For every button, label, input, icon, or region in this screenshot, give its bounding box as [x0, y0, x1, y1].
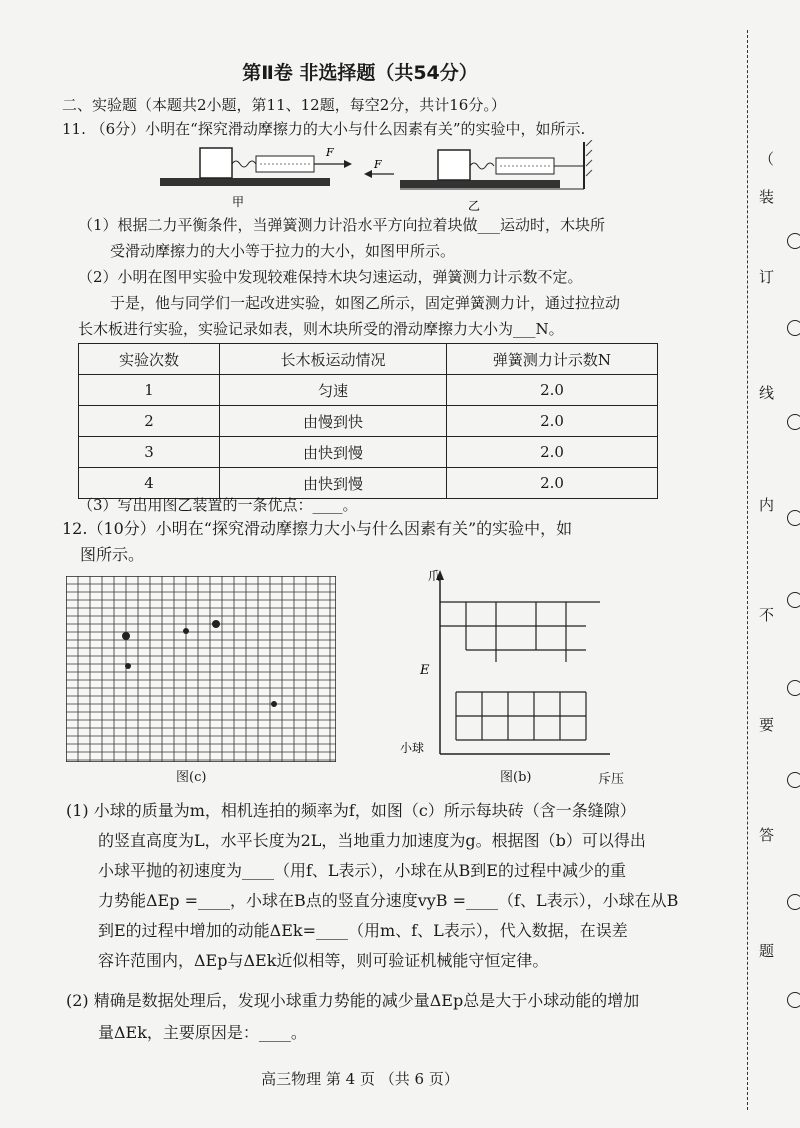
table-cell: 2.0 [447, 375, 658, 406]
binding-char: （ [759, 150, 775, 168]
q12-part2-line1: (2) 精确是数据处理后，发现小球重力势能的减少量ΔEp总是大于小球动能的增加 [66, 991, 640, 1010]
figure-yi [364, 140, 592, 212]
figure-c-brick-wall [66, 576, 336, 762]
q12-intro-line1: 12.（10分）小明在“探究滑动摩擦力大小与什么因素有关”的实验中，如 [62, 519, 573, 538]
binding-hole-circle [787, 233, 800, 249]
q12-part1-line5: 到E的过程中增加的动能ΔEk=____（用m、f、L表示），代入数据，在误差 [98, 921, 628, 940]
force-label-jia: F [326, 146, 334, 159]
table-cell: 由慢到快 [220, 406, 447, 437]
fig-b-mid-label: E [420, 663, 430, 678]
binding-char: 不 [759, 606, 775, 624]
q12-part1-line4: 力势能ΔEp =____，小球在B点的竖直分速度vyB =____（f、L表示），小球在从B [98, 891, 679, 910]
binding-char: 装 [759, 188, 775, 206]
q12-part1-line3: 小球平抛的初速度为____（用f、L表示），小球在从B到E的过程中减少的重 [98, 861, 626, 880]
table-row [79, 375, 658, 406]
binding-hole-circle [787, 414, 800, 430]
binding-hole-circle [787, 894, 800, 910]
q11-intro: 11. （6分）小明在“探究滑动摩擦力的大小与什么因素有关”的实验中，如所示. [62, 120, 586, 138]
binding-hole-circle [787, 592, 800, 608]
table-header-cell: 弹簧测力计示数N [447, 344, 658, 375]
table-cell: 2 [79, 406, 220, 437]
table-header-row [79, 344, 658, 375]
figure-c-caption: 图(c) [176, 770, 207, 785]
binding-hole-circle [787, 320, 800, 336]
ball-trace [122, 632, 130, 640]
binding-char: 订 [759, 268, 775, 286]
figure-b-grid [396, 566, 646, 766]
section-heading: 二、实验题（本题共2小题，第11、12题，每空2分，共计16分。） [62, 96, 506, 114]
binding-dashed-line [747, 30, 748, 1110]
q11-part2-line3: 长木板进行实验，实验记录如表，则木块所受的滑动摩擦力大小为___N。 [78, 320, 564, 338]
force-label-yi: F [374, 158, 382, 171]
binding-hole-circle [787, 772, 800, 788]
table-row [79, 437, 658, 468]
fig-label-jia: 甲 [232, 195, 245, 209]
binding-char: 答 [759, 826, 775, 844]
binding-char: 题 [759, 942, 775, 960]
wood-block-yi [438, 150, 470, 180]
table-cell: 由快到慢 [220, 468, 447, 499]
figure-b-caption: 图(b) [500, 770, 532, 785]
table-header-cell: 实验次数 [79, 344, 220, 375]
binding-char: 要 [759, 716, 775, 734]
table-cell: 2.0 [447, 406, 658, 437]
q12-part2-line2: 量ΔEk，主要原因是：____。 [98, 1023, 307, 1042]
table-cell: 1 [79, 375, 220, 406]
q11-part3: （3）写出用图乙装置的一条优点：____。 [78, 496, 358, 514]
experiment-table [78, 343, 658, 499]
q12-part1-line1: (1) 小球的质量为m，相机连拍的频率为f，如图（c）所示每块砖（含一条缝隙） [66, 801, 636, 820]
table-header-cell: 长木板运动情况 [220, 344, 447, 375]
binding-hole-circle [787, 510, 800, 526]
table-cell: 匀速 [220, 375, 447, 406]
q11-part1-line2: 受滑动摩擦力的大小等于拉力的大小，如图甲所示。 [110, 242, 456, 260]
q12-intro-line2: 图所示。 [80, 545, 145, 564]
table-cell: 2.0 [447, 468, 658, 499]
table-cell: 3 [79, 437, 220, 468]
fig-b-top-label: 爪 [428, 569, 441, 583]
ball-trace [212, 620, 220, 628]
ball-trace [183, 628, 189, 634]
table-row [79, 406, 658, 437]
binding-margin [739, 30, 799, 1110]
q11-part2-line1: （2）小明在图甲实验中发现较难保持木块匀速运动，弹簧测力计示数不定。 [78, 268, 583, 286]
fig-b-bottom-label: 小球 [400, 741, 425, 755]
ball-trace [271, 701, 277, 707]
figure-b-side-label: 斥压 [598, 772, 625, 787]
q11-part2-line2: 于是，他与同学们一起改进实验，如图乙所示，固定弹簧测力计，通过拉拉动 [110, 294, 621, 312]
binding-hole-circle [787, 680, 800, 696]
table-cell: 由快到慢 [220, 437, 447, 468]
table-cell: 2.0 [447, 437, 658, 468]
wood-block-jia [200, 148, 232, 178]
q12-part1-line6: 容许范围内，ΔEp与ΔEk近似相等，则可验证机械能守恒定律。 [98, 951, 549, 970]
page-footer: 高三物理 第 4 页 （共 6 页） [261, 1070, 459, 1088]
figure-jia [160, 146, 352, 209]
q11-part1-line1: （1）根据二力平衡条件，当弹簧测力计沿水平方向拉着块做___运动时，木块所 [78, 216, 606, 234]
q11-figures [150, 140, 620, 212]
fig-label-yi: 乙 [468, 199, 481, 212]
binding-char: 线 [759, 384, 775, 402]
paper-title: 第Ⅱ卷 非选择题（共54分） [242, 62, 478, 84]
binding-hole-circle [787, 992, 800, 1008]
table-cell: 4 [79, 468, 220, 499]
binding-char: 内 [759, 496, 775, 514]
ball-trace [125, 663, 131, 669]
q12-part1-line2: 的竖直高度为L，水平长度为2L，当地重力加速度为g。根据图（b）可以得出 [98, 831, 646, 850]
